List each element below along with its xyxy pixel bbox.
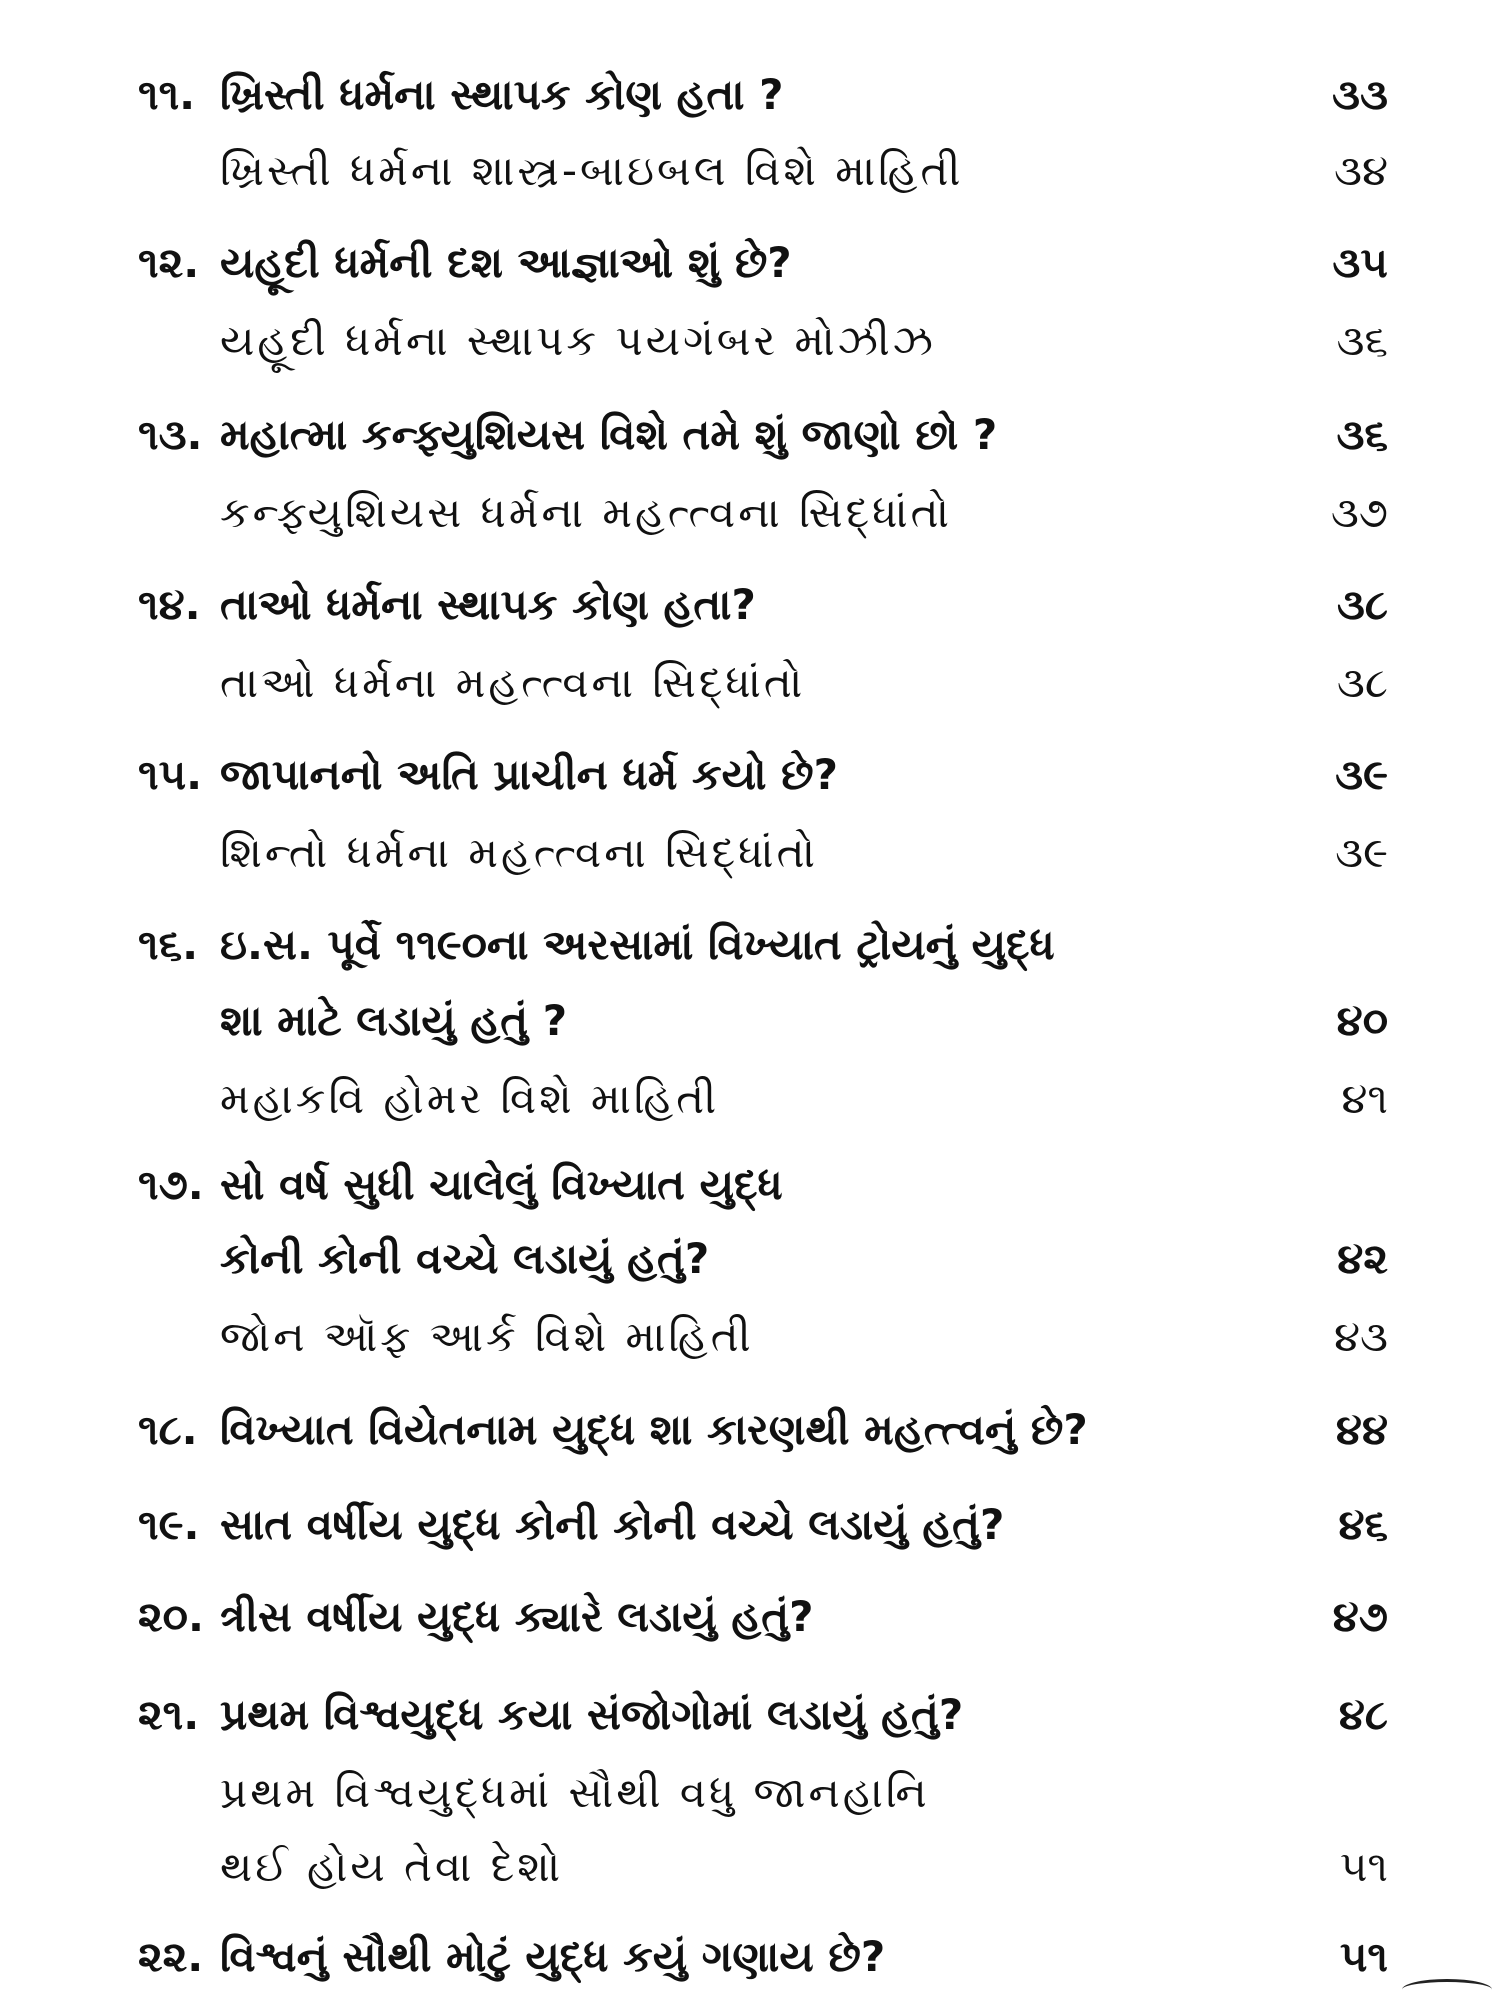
entry-number: ૧૭.	[138, 1160, 204, 1209]
entry-number: ૧૮.	[138, 1405, 198, 1454]
entry-page-number: ૪૬	[1338, 1500, 1388, 1549]
subentry-page-number: ૪૩	[1333, 1312, 1388, 1361]
toc-subentry	[220, 828, 1388, 878]
subentry-page-number: ૩૬	[1336, 316, 1388, 365]
toc-subentry	[220, 316, 1388, 366]
subentry-page-number: ૫૧	[1339, 1842, 1388, 1891]
entry-number: ૧૨.	[138, 238, 200, 287]
entry-title-line-1: ઇ.સ. પૂર્વે ૧૧૯૦ના અરસામાં વિખ્યાત ટ્રોયનું યુદ્ધ	[220, 920, 1055, 969]
entry-title: વિખ્યાત વિયેતનામ યુદ્ધ શા કારણથી મહત્ત્વનું છે?	[220, 1405, 1088, 1454]
toc-entry-20	[138, 1592, 1388, 1642]
subentry-title: ખ્રિસ્તી ધર્મના શાસ્ત્ર-બાઇબલ વિશે માહિતી	[220, 146, 964, 195]
toc-entry-12	[138, 238, 1388, 288]
entry-page-number: ૩૬	[1336, 410, 1388, 459]
entry-number: ૨૦.	[138, 1592, 204, 1641]
entry-number: ૧૩.	[138, 410, 203, 459]
toc-entry-21	[138, 1690, 1388, 1740]
toc-subentry	[220, 146, 1388, 196]
entry-title: જાપાનનો અતિ પ્રાચીન ધર્મ કયો છે?	[220, 750, 838, 799]
entry-number: ૧૬.	[138, 920, 199, 969]
subentry-title: તાઓ ધર્મના મહત્ત્વના સિદ્ધાંતો	[220, 658, 806, 707]
toc-entry-17-continued	[220, 1234, 1388, 1284]
subentry-title-line-2: થઈ હોય તેવા દેશો	[220, 1842, 564, 1891]
entry-title: ખ્રિસ્તી ધર્મના સ્થાપક કોણ હતા ?	[220, 70, 784, 119]
entry-title: યહૂદી ધર્મની દશ આજ્ઞાઓ શું છે?	[220, 238, 792, 287]
subentry-page-number: ૩૭	[1330, 488, 1388, 537]
entry-number: ૨૧.	[138, 1690, 200, 1739]
entry-title-line-1: સો વર્ષ સુધી ચાલેલું વિખ્યાત યુદ્ધ	[220, 1160, 783, 1209]
entry-page-number: ૪૪	[1335, 1405, 1388, 1454]
entry-title-line-2: કોની કોની વચ્ચે લડાયું હતું?	[220, 1234, 710, 1283]
toc-subentry	[220, 1074, 1388, 1124]
entry-number: ૨૨.	[138, 1932, 204, 1981]
toc-subentry-continued	[220, 1842, 1388, 1892]
subentry-title: મહાકવિ હોમર વિશે માહિતી	[220, 1074, 720, 1123]
entry-page-number: ૪૮	[1338, 1690, 1388, 1739]
entry-number: ૧૪.	[138, 580, 201, 629]
toc-subentry	[220, 658, 1388, 708]
subentry-title-line-1: પ્રથમ વિશ્વયુદ્ધમાં સૌથી વધુ જાનહાનિ	[220, 1768, 930, 1817]
toc-entry-22	[138, 1932, 1388, 1982]
subentry-title: કન્ફ્યુશિયસ ધર્મના મહત્ત્વના સિદ્ધાંતો	[220, 488, 952, 537]
toc-entry-15	[138, 750, 1388, 800]
subentry-title: જોન ઑફ આર્ક વિશે માહિતી	[220, 1312, 754, 1361]
entry-page-number: ૩૩	[1332, 70, 1388, 119]
toc-entry-13	[138, 410, 1388, 460]
toc-subentry	[220, 1312, 1388, 1362]
entry-page-number: ૪૭	[1332, 1592, 1388, 1641]
entry-number: ૧૧.	[138, 70, 196, 119]
entry-title: વિશ્વનું સૌથી મોટું યુદ્ધ કયું ગણાય છે?	[220, 1932, 886, 1981]
toc-entry-14	[138, 580, 1388, 630]
toc-entry-19	[138, 1500, 1388, 1550]
toc-entry-11	[138, 70, 1388, 120]
entry-page-number: ૩૫	[1332, 238, 1388, 287]
toc-subentry	[220, 488, 1388, 538]
subentry-page-number: ૪૧	[1341, 1074, 1388, 1123]
entry-title: સાત વર્ષીય યુદ્ધ કોની કોની વચ્ચે લડાયું હતું?	[220, 1500, 1005, 1549]
entry-title: મહાત્મા કન્ફ્યુશિયસ વિશે તમે શું જાણો છો ?	[220, 410, 998, 459]
entry-page-number: ૩૮	[1336, 580, 1388, 629]
subentry-page-number: ૩૯	[1335, 828, 1388, 877]
entry-number: ૧૯.	[138, 1500, 200, 1549]
toc-subentry	[220, 1768, 1388, 1818]
subentry-title: યહૂદી ધર્મના સ્થાપક પયગંબર મોઝીઝ	[220, 316, 936, 365]
toc-entry-17	[138, 1160, 1388, 1210]
entry-title-line-2: શા માટે લડાયું હતું ?	[220, 996, 568, 1045]
entry-title: ત્રીસ વર્ષીય યુદ્ધ ક્યારે લડાયું હતું?	[220, 1592, 814, 1641]
entry-number: ૧૫.	[138, 750, 203, 799]
entry-page-number: ૫૧	[1339, 1932, 1388, 1981]
toc-entry-18	[138, 1405, 1388, 1455]
subentry-page-number: ૩૮	[1336, 658, 1388, 707]
toc-entry-16-continued	[220, 996, 1388, 1046]
subentry-title: શિન્તો ધર્મના મહત્ત્વના સિદ્ધાંતો	[220, 828, 818, 877]
entry-title: પ્રથમ વિશ્વયુદ્ધ કયા સંજોગોમાં લડાયું હતું?	[220, 1690, 964, 1739]
entry-title: તાઓ ધર્મના સ્થાપક કોણ હતા?	[220, 580, 756, 629]
entry-page-number: ૪૦	[1336, 996, 1388, 1045]
subentry-page-number: ૩૪	[1333, 146, 1388, 195]
entry-page-number: ૪૨	[1337, 1234, 1388, 1283]
page-edge-mark	[1402, 1979, 1492, 2000]
entry-page-number: ૩૯	[1335, 750, 1388, 799]
toc-entry-16	[138, 920, 1388, 970]
